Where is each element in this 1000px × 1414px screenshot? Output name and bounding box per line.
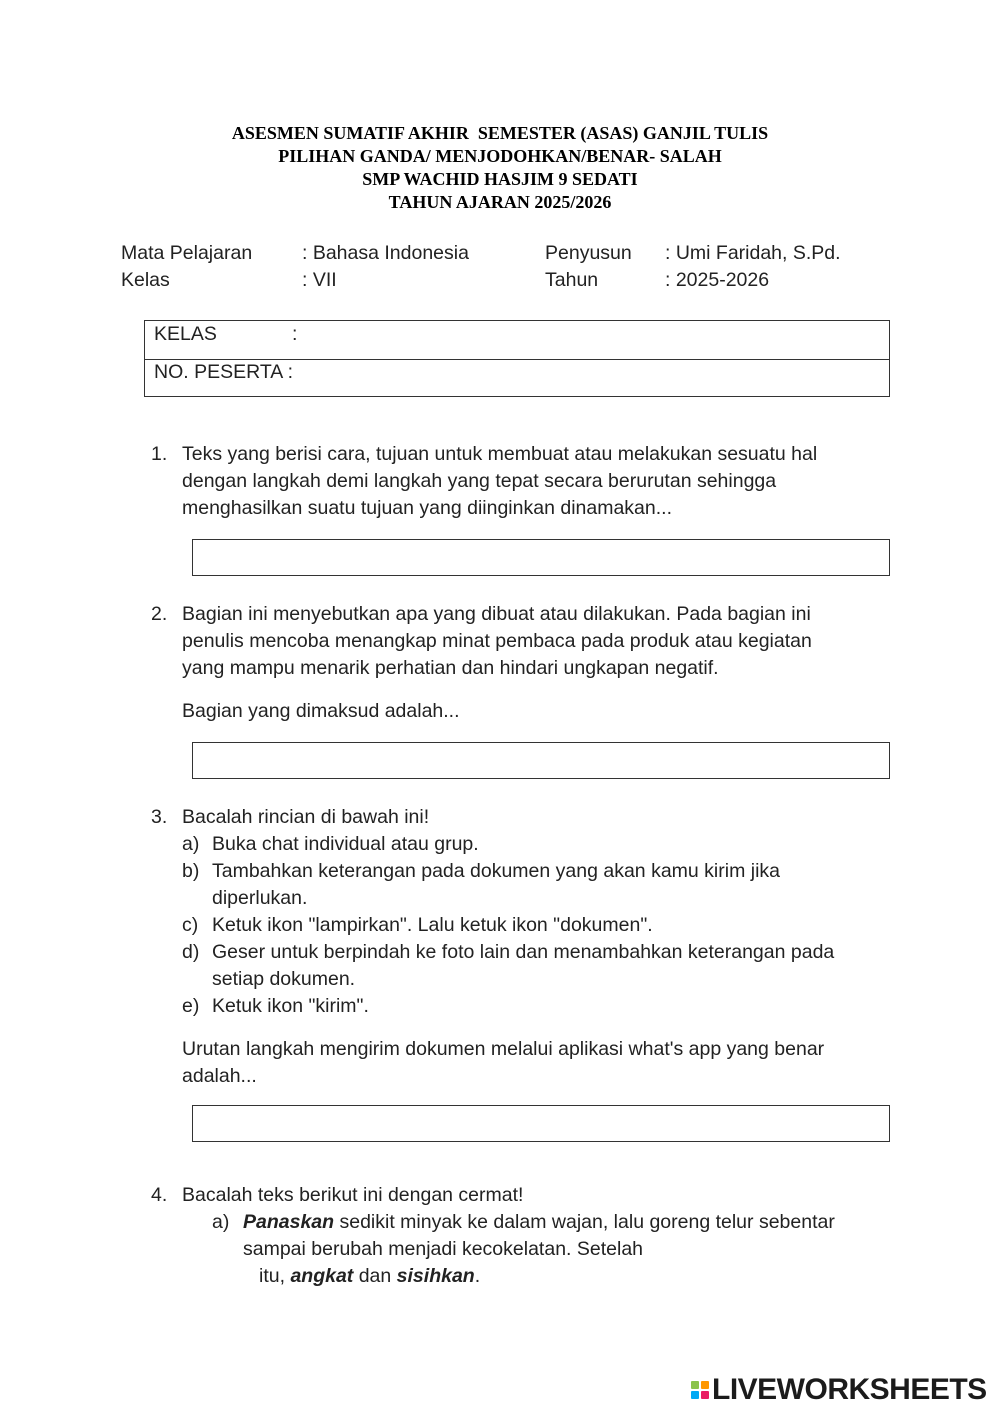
list-item xyxy=(182,858,872,912)
question-text xyxy=(182,804,872,1090)
answer-box-1[interactable] xyxy=(192,539,890,576)
passage-text-part: . xyxy=(474,1265,481,1287)
logo-square xyxy=(691,1391,699,1399)
kelas-label: KELAS xyxy=(154,323,217,345)
question-prompt: Bagian yang dimaksud adalah... xyxy=(182,700,460,722)
question-number: 4. xyxy=(151,1184,168,1206)
question-intro: Bacalah teks berikut ini dengan cermat! xyxy=(182,1184,524,1206)
header-academic-year: TAHUN AJARAN 2025/2026 xyxy=(388,192,612,212)
question-text xyxy=(182,441,872,522)
passage-text-part: itu, xyxy=(259,1265,291,1287)
list-item-text: diperlukan. xyxy=(212,887,308,909)
passage-text xyxy=(243,1209,872,1290)
question-line: yang mampu menarik perhatian dan hindari ungkapan negatif. xyxy=(182,657,719,679)
question-number: 2. xyxy=(151,603,168,625)
logo-square xyxy=(701,1381,709,1389)
passage-line-3 xyxy=(259,1263,872,1290)
passage-text-part: dan xyxy=(353,1265,397,1287)
header-title-line-2: PILIHAN GANDA/ MENJODOHKAN/BENAR- SALAH xyxy=(278,146,722,166)
question-intro: Bacalah rincian di bawah ini! xyxy=(182,806,430,828)
liveworksheets-logo-icon xyxy=(691,1381,709,1399)
question-number: 1. xyxy=(151,443,168,465)
peserta-label: NO. PESERTA : xyxy=(154,361,294,383)
class-value: : VII xyxy=(302,269,337,291)
keyword-sisihkan: sisihkan xyxy=(396,1265,475,1287)
answer-box-3[interactable] xyxy=(192,1105,890,1142)
list-item xyxy=(182,831,872,858)
subject-value: : Bahasa Indonesia xyxy=(302,242,469,264)
question-line: penulis mencoba menangkap minat pembaca pada produk atau kegiatan xyxy=(182,630,812,652)
liveworksheets-logo xyxy=(691,1373,987,1407)
list-item-text: Buka chat individual atau grup. xyxy=(212,833,479,855)
logo-square xyxy=(691,1381,699,1389)
list-item-text: Ketuk ikon "lampirkan". Lalu ketuk ikon "dokumen". xyxy=(212,914,653,936)
question-4-passage xyxy=(212,1209,872,1290)
list-item-text: Tambahkan keterangan pada dokumen yang akan kamu kirim jika xyxy=(212,860,780,882)
passage-letter: a) xyxy=(212,1211,230,1233)
answer-box-2[interactable] xyxy=(192,742,890,779)
list-item-text: Geser untuk berpindah ke foto lain dan menambahkan keterangan pada xyxy=(212,941,835,963)
keyword-angkat: angkat xyxy=(290,1265,354,1287)
header-school-name: SMP WACHID HASJIM 9 SEDATI xyxy=(362,169,638,189)
list-item xyxy=(182,912,872,939)
subject-label: Mata Pelajaran xyxy=(121,242,253,264)
meta-labels-left xyxy=(121,240,252,294)
meta-values-left xyxy=(302,240,469,294)
question-line: Teks yang berisi cara, tujuan untuk membuat atau melakukan sesuatu hal xyxy=(182,443,818,465)
list-item-letter: c) xyxy=(182,914,199,936)
question-prompt: Urutan langkah mengirim dokumen melalui aplikasi what's app yang benar xyxy=(182,1038,825,1060)
kelas-colon: : xyxy=(292,323,298,345)
passage-text-part: sedikit minyak ke dalam wajan, lalu goreng telur sebentar xyxy=(334,1211,835,1233)
question-number: 3. xyxy=(151,806,168,828)
worksheet-header xyxy=(0,122,1000,214)
year-value: : 2025-2026 xyxy=(665,269,770,291)
question-line: Bagian ini menyebutkan apa yang dibuat atau dilakukan. Pada bagian ini xyxy=(182,603,811,625)
peserta-row[interactable] xyxy=(145,359,889,397)
list-item xyxy=(182,939,872,993)
passage-line-2: sampai berubah menjadi kecokelatan. Setelah xyxy=(243,1238,644,1260)
list-item-text: setiap dokumen. xyxy=(212,968,356,990)
year-label: Tahun xyxy=(545,269,599,291)
author-label: Penyusun xyxy=(545,242,632,264)
kelas-row[interactable] xyxy=(145,321,889,360)
question-prompt: adalah... xyxy=(182,1065,257,1087)
question-text xyxy=(182,1182,872,1209)
logo-square xyxy=(701,1391,709,1399)
student-id-box xyxy=(144,320,890,397)
class-label: Kelas xyxy=(121,269,170,291)
question-line: menghasilkan suatu tujuan yang diinginkan dinamakan... xyxy=(182,497,672,519)
meta-labels-right xyxy=(545,240,632,294)
liveworksheets-logo-text: LIVEWORKSHEETS xyxy=(712,1373,987,1406)
list-item-letter: a) xyxy=(182,833,200,855)
list-item-letter: b) xyxy=(182,860,200,882)
list-item-text: Ketuk ikon "kirim". xyxy=(212,995,369,1017)
list-item xyxy=(182,993,872,1020)
passage-line-1 xyxy=(243,1209,872,1236)
list-item-letter: e) xyxy=(182,995,200,1017)
question-line: dengan langkah demi langkah yang tepat secara berurutan sehingga xyxy=(182,470,777,492)
keyword-panaskan: Panaskan xyxy=(243,1211,335,1233)
header-title-line-1: ASESMEN SUMATIF AKHIR SEMESTER (ASAS) GANJIL TULIS xyxy=(231,123,769,143)
meta-values-right xyxy=(665,240,841,294)
list-item-letter: d) xyxy=(182,941,200,963)
question-text xyxy=(182,601,872,725)
author-value: : Umi Faridah, S.Pd. xyxy=(665,242,841,264)
